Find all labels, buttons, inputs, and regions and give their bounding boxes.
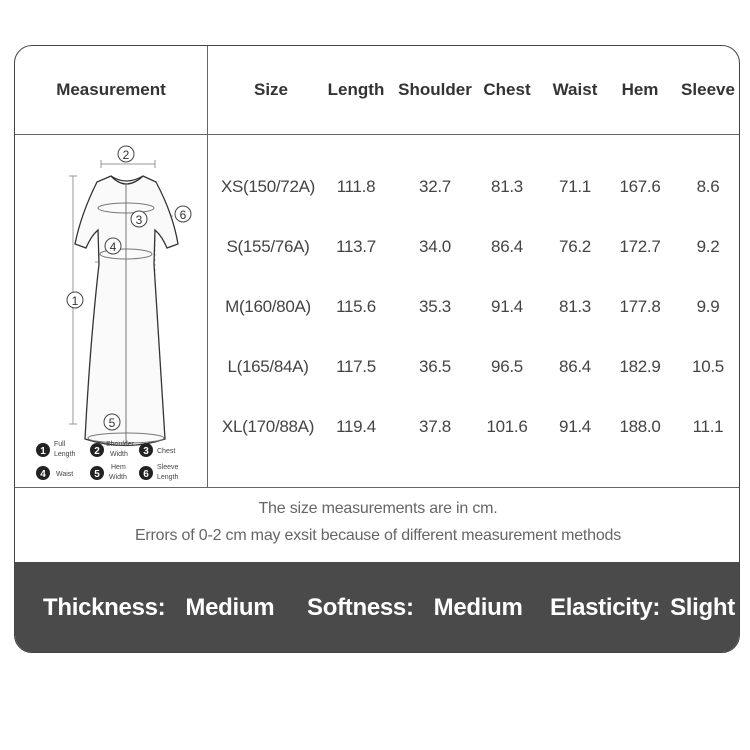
measurement-notes	[15, 487, 740, 561]
sleeve-cell: 8.6	[696, 177, 720, 196]
softness-property	[307, 562, 523, 653]
svg-text:4: 4	[40, 469, 46, 480]
dress-illustration	[15, 134, 207, 487]
legend-sleeve-length	[139, 464, 179, 481]
legend-hem-width	[90, 464, 127, 481]
waist-cell: 71.1	[559, 177, 591, 196]
thickness-value: Medium	[185, 594, 275, 621]
elasticity-property	[550, 562, 735, 653]
size-chart-card	[14, 45, 740, 653]
length-cell: 111.8	[336, 177, 376, 196]
svg-text:Chest: Chest	[157, 448, 176, 455]
hem-cell: 188.0	[619, 417, 661, 436]
thickness-property	[43, 562, 274, 653]
waist-cell: 91.4	[559, 417, 591, 436]
chest-cell: 96.5	[491, 357, 523, 376]
shoulder-cell: 32.7	[419, 177, 451, 196]
svg-text:6: 6	[179, 208, 187, 222]
svg-text:5: 5	[94, 469, 100, 480]
svg-text:Length: Length	[157, 474, 179, 481]
table-header-row	[15, 46, 740, 135]
size-cell: XS(150/72A)	[220, 177, 316, 196]
svg-text:Full: Full	[54, 441, 66, 448]
waist-cell: 81.3	[559, 297, 591, 316]
svg-text:Width: Width	[110, 451, 128, 458]
marker-3-icon	[131, 211, 147, 227]
svg-text:1: 1	[71, 294, 79, 308]
svg-text:2: 2	[94, 446, 100, 457]
svg-text:Width: Width	[109, 474, 127, 481]
shoulder-cell: 35.3	[419, 297, 451, 316]
softness-value: Medium	[433, 594, 523, 621]
svg-text:3: 3	[135, 213, 143, 227]
shoulder-cell: 34.0	[419, 237, 451, 256]
shoulder-cell: 37.8	[419, 417, 451, 436]
chest-cell: 86.4	[491, 237, 523, 256]
chest-cell: 91.4	[491, 297, 523, 316]
svg-text:Waist: Waist	[56, 471, 74, 478]
length-cell: 115.6	[336, 297, 376, 316]
units-note: The size measurements are in cm.	[258, 500, 498, 517]
size-cell: M(160/80A)	[225, 297, 311, 316]
legend-chest	[139, 443, 175, 457]
sleeve-cell: 10.5	[692, 357, 724, 376]
garment-diagram	[15, 134, 208, 487]
sleeve-cell: 9.9	[696, 297, 720, 316]
hem-cell: 182.9	[619, 357, 661, 376]
svg-text:Shoulder: Shoulder	[106, 441, 135, 448]
size-column-header: Size	[253, 80, 289, 99]
hem-cell: 167.6	[619, 177, 661, 196]
sleeve-cell: 11.1	[692, 417, 724, 436]
thickness-label: Thickness:	[43, 594, 166, 621]
length-cell: 117.5	[336, 357, 376, 376]
marker-4-icon	[105, 238, 121, 254]
shoulder-cell: 36.5	[419, 357, 451, 376]
marker-2-icon	[118, 146, 134, 162]
svg-text:2: 2	[122, 148, 130, 162]
shoulder-column-header: Shoulder	[398, 80, 472, 99]
svg-text:Hem: Hem	[111, 464, 126, 471]
chest-cell: 101.6	[486, 417, 528, 436]
waist-column-header: Waist	[552, 80, 598, 99]
legend-shoulder-width	[90, 441, 135, 458]
marker-6-icon	[175, 206, 191, 222]
svg-text:1: 1	[40, 446, 46, 457]
chest-column-header: Chest	[483, 80, 531, 99]
legend-full-length	[36, 441, 76, 458]
waist-cell: 76.2	[559, 237, 591, 256]
sleeve-cell: 9.2	[696, 237, 720, 256]
hem-cell: 177.8	[619, 297, 661, 316]
svg-text:3: 3	[143, 446, 149, 457]
length-cell: 113.7	[336, 237, 376, 256]
svg-text:6: 6	[143, 469, 149, 480]
measurement-header: Measurement	[15, 46, 208, 134]
table-body	[15, 134, 740, 488]
elasticity-value: Slight	[670, 594, 735, 621]
length-column-header: Length	[327, 80, 385, 99]
softness-label: Softness:	[307, 594, 414, 621]
hem-column-header: Hem	[621, 80, 659, 99]
sleeve-column-header: Sleeve	[681, 80, 735, 99]
marker-1-icon	[67, 292, 83, 308]
svg-text:Sleeve: Sleeve	[157, 464, 179, 471]
svg-text:Length: Length	[54, 451, 76, 458]
svg-text:4: 4	[109, 240, 117, 254]
size-cell: S(155/76A)	[226, 237, 310, 256]
size-cell: XL(170/88A)	[221, 417, 315, 436]
elasticity-label: Elasticity:	[550, 594, 661, 621]
waist-cell: 86.4	[559, 357, 591, 376]
marker-5-icon	[104, 414, 120, 430]
legend-waist	[36, 466, 73, 480]
size-cell: L(165/84A)	[227, 357, 309, 376]
length-cell: 119.4	[336, 417, 376, 436]
svg-text:5: 5	[108, 416, 116, 430]
chest-cell: 81.3	[491, 177, 523, 196]
error-note: Errors of 0-2 cm may exsit because of different measurement methods	[134, 527, 622, 544]
hem-cell: 172.7	[619, 237, 661, 256]
fabric-properties-bar	[15, 562, 740, 653]
